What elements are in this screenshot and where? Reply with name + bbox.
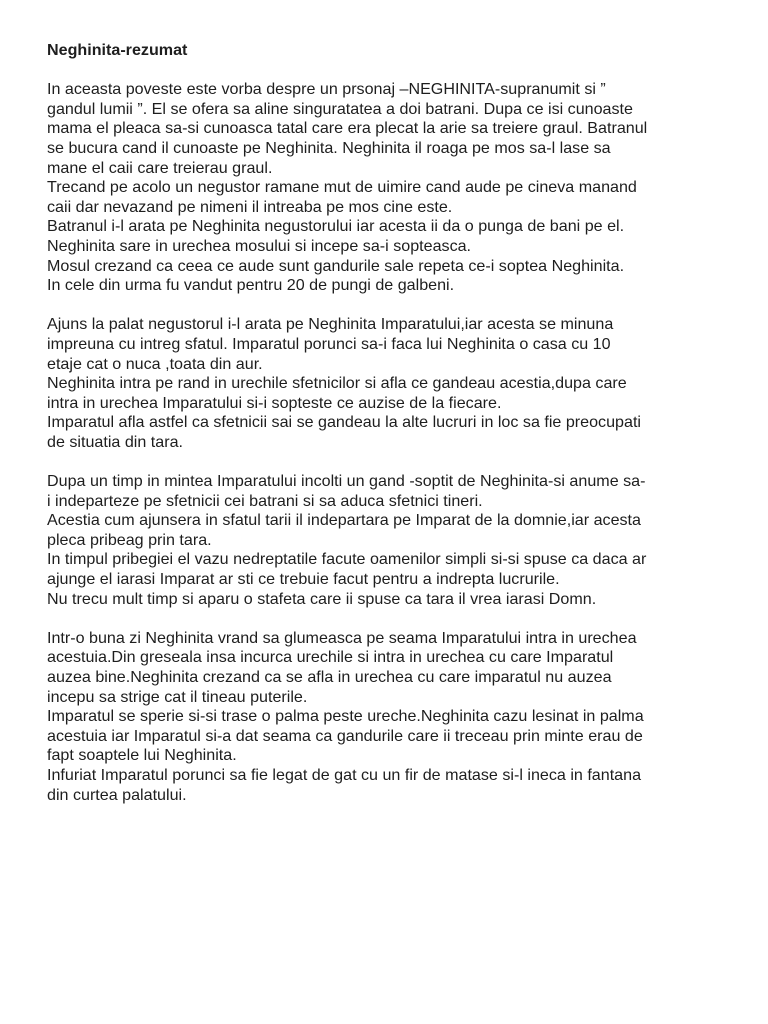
- text-line: ajunge el iarasi Imparat ar sti ce trebuie facut pentru a indrepta lucrurile.: [47, 570, 560, 589]
- text-line: acestuia iar Imparatul si-a dat seama ca gandurile care ii treceau prin minte erau de: [47, 726, 643, 745]
- text-line: incepu sa strige cat il tineau puterile.: [47, 687, 308, 706]
- text-line: Batranul i-l arata pe Neghinita negustorului iar acesta ii da o punga de bani pe el.: [47, 217, 625, 236]
- text-line: acestuia.Din greseala insa incurca urechile si intra in urechea cu care Imparatul: [47, 648, 614, 667]
- text-line: In cele din urma fu vandut pentru 20 de pungi de galbeni.: [47, 276, 455, 295]
- blank-line: [47, 61, 737, 81]
- text-line: fapt soaptele lui Neghinita.: [47, 746, 237, 765]
- text-line: de situatia din tara.: [47, 432, 183, 451]
- text-line: caii dar nevazand pe nimeni il intreaba pe mos cine este.: [47, 197, 453, 216]
- text-line: gandul lumii ”. El se ofera sa aline singuratatea a doi batrani. Dupa ce isi cunoaste: [47, 99, 633, 118]
- paragraph: [47, 629, 737, 805]
- text-line: etaje cat o nuca ,toata din aur.: [47, 354, 263, 373]
- text-line: Nu trecu mult timp si aparu o stafeta care ii spuse ca tara il vrea iarasi Domn.: [47, 589, 597, 608]
- text-line: se bucura cand il cunoaste pe Neghinita. Neghinita il roaga pe mos sa-l lase sa: [47, 138, 611, 157]
- document-body: [47, 80, 737, 805]
- paragraph: [47, 472, 737, 609]
- paragraph: [47, 80, 737, 296]
- text-line: i indeparteze pe sfetnicii cei batrani si sa aduca sfetnici tineri.: [47, 491, 483, 510]
- text-line: Imparatul afla astfel ca sfetnicii sai se gandeau la alte lucruri in loc sa fie preocupati: [47, 413, 641, 432]
- text-line: impreuna cu intreg sfatul. Imparatul porunci sa-i faca lui Neghinita o casa cu 10: [47, 334, 611, 353]
- text-line: In timpul pribegiei el vazu nedreptatile facute oamenilor simpli si-si spuse ca daca ar: [47, 550, 647, 569]
- text-line: Trecand pe acolo un negustor ramane mut de uimire cand aude pe cineva manand: [47, 178, 637, 197]
- text-line: mama el pleaca sa-si cunoasca tatal care era plecat la arie sa treiere graul. Batranul: [47, 119, 648, 138]
- text-line: Imparatul se sperie si-si trase o palma peste ureche.Neghinita cazu lesinat in palma: [47, 707, 644, 726]
- text-line: Ajuns la palat negustorul i-l arata pe Neghinita Imparatului,iar acesta se minuna: [47, 315, 614, 334]
- text-line: Intr-o buna zi Neghinita vrand sa glumeasca pe seama Imparatului intra in urechea: [47, 628, 637, 647]
- text-line: Neghinita intra pe rand in urechile sfetnicilor si afla ce gandeau acestia,dupa care: [47, 374, 627, 393]
- text-line: mane el caii care treierau graul.: [47, 158, 273, 177]
- blank-line: [47, 296, 737, 316]
- text-line: auzea bine.Neghinita crezand ca se afla in urechea cu care imparatul nu auzea: [47, 668, 612, 686]
- text-line: Mosul crezand ca ceea ce aude sunt gandurile sale repeta ce-i soptea Neghinita.: [47, 256, 625, 275]
- text-line: Acestia cum ajunsera in sfatul tarii il indepartara pe Imparat de la domnie,iar acesta: [47, 511, 641, 530]
- text-line: intra in urechea Imparatului si-i sopteste ce auzise de la fiecare.: [47, 393, 502, 412]
- text-line: Neghinita sare in urechea mosului si incepe sa-i sopteasca.: [47, 236, 472, 255]
- document-page: [47, 41, 737, 805]
- blank-line: [47, 609, 737, 629]
- document-title: Neghinita-rezumat: [47, 41, 188, 59]
- text-line: In aceasta poveste este vorba despre un prsonaj –NEGHINITA-supranumit si ”: [47, 80, 606, 99]
- paragraph: [47, 315, 737, 452]
- blank-line: [47, 452, 737, 472]
- text-line: pleca pribeag prin tara.: [47, 530, 212, 549]
- text-line: din curtea palatului.: [47, 785, 187, 804]
- text-line: Dupa un timp in mintea Imparatului incolti un gand -soptit de Neghinita-si anume sa-: [47, 472, 646, 491]
- text-line: Infuriat Imparatul porunci sa fie legat de gat cu un fir de matase si-l ineca in fantana: [47, 765, 642, 784]
